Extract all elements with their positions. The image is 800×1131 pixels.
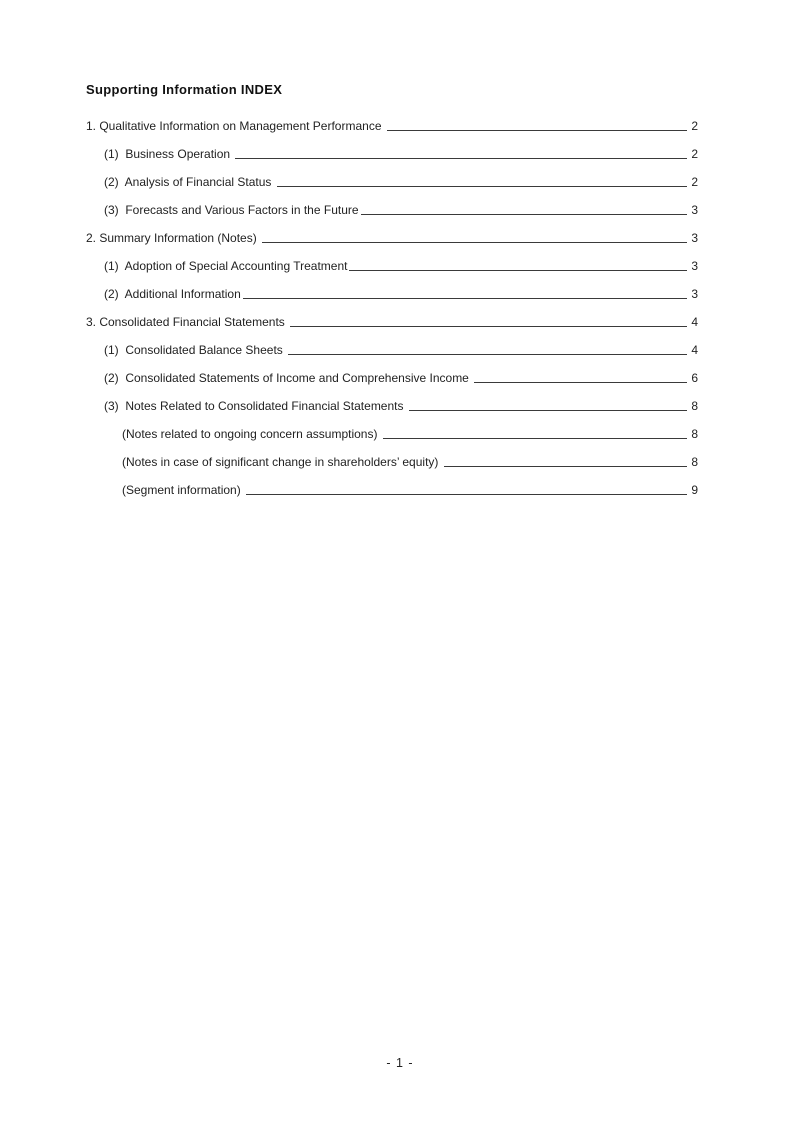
toc-entry <box>86 168 698 196</box>
leader-line <box>288 354 687 355</box>
toc-entry <box>86 336 698 364</box>
leader-line <box>277 186 687 187</box>
leader-line <box>474 382 687 383</box>
document-page <box>86 82 698 504</box>
toc-entry-label: (2) Consolidated Statements of Income and Comprehensive Income <box>104 371 473 385</box>
toc-entry-page-number: 2 <box>691 175 698 189</box>
toc-entry-page-number: 3 <box>691 259 698 273</box>
toc-entry-page-number: 4 <box>691 315 698 329</box>
toc-entry-page-number: 9 <box>691 483 698 497</box>
toc-entry-label: (3) Notes Related to Consolidated Financial Statements <box>104 399 407 413</box>
toc-entry <box>86 196 698 224</box>
toc-entry <box>86 224 698 252</box>
toc-entry <box>86 308 698 336</box>
toc-entry-page-number: 8 <box>691 455 698 469</box>
toc-entry <box>86 140 698 168</box>
toc-entry-page-number: 3 <box>691 287 698 301</box>
leader-line <box>290 326 687 327</box>
leader-line <box>409 410 687 411</box>
toc-entry <box>86 420 698 448</box>
leader-line <box>262 242 687 243</box>
toc-entry <box>86 476 698 504</box>
toc-entry-page-number: 8 <box>691 427 698 441</box>
leader-line <box>444 466 687 467</box>
toc-list <box>86 112 698 504</box>
toc-entry <box>86 112 698 140</box>
toc-entry-page-number: 3 <box>691 203 698 217</box>
leader-line <box>243 298 687 299</box>
toc-entry-label: (Notes related to ongoing concern assumptions) <box>122 427 381 441</box>
toc-entry-label: (1) Business Operation <box>104 147 234 161</box>
toc-entry-label: (3) Forecasts and Various Factors in the Future <box>104 203 359 217</box>
toc-entry-page-number: 4 <box>691 343 698 357</box>
toc-entry <box>86 280 698 308</box>
toc-entry-label: (2) Analysis of Financial Status <box>104 175 275 189</box>
toc-entry-label: (Notes in case of significant change in shareholders’ equity) <box>122 455 442 469</box>
toc-entry <box>86 392 698 420</box>
toc-entry-page-number: 2 <box>691 147 698 161</box>
toc-entry-label: 3. Consolidated Financial Statements <box>86 315 289 329</box>
page-title: Supporting Information INDEX <box>86 82 283 97</box>
toc-entry <box>86 252 698 280</box>
leader-line <box>387 130 687 131</box>
leader-line <box>383 438 687 439</box>
toc-entry-label: (Segment information) <box>122 483 245 497</box>
toc-entry-label: 1. Qualitative Information on Management Performance <box>86 119 385 133</box>
toc-entry-page-number: 8 <box>691 399 698 413</box>
toc-entry-page-number: 6 <box>691 371 698 385</box>
toc-entry-page-number: 2 <box>691 119 698 133</box>
toc-entry <box>86 364 698 392</box>
toc-entry-label: (1) Adoption of Special Accounting Treatment <box>104 259 348 273</box>
toc-entry-label: (2) Additional Information <box>104 287 241 301</box>
leader-line <box>361 214 687 215</box>
toc-entry-label: 2. Summary Information (Notes) <box>86 231 261 245</box>
leader-line <box>235 158 687 159</box>
leader-line <box>349 270 687 271</box>
toc-entry-label: (1) Consolidated Balance Sheets <box>104 343 287 357</box>
leader-line <box>246 494 687 495</box>
toc-entry-page-number: 3 <box>691 231 698 245</box>
toc-entry <box>86 448 698 476</box>
page-number-footer: - 1 - <box>386 1056 414 1070</box>
